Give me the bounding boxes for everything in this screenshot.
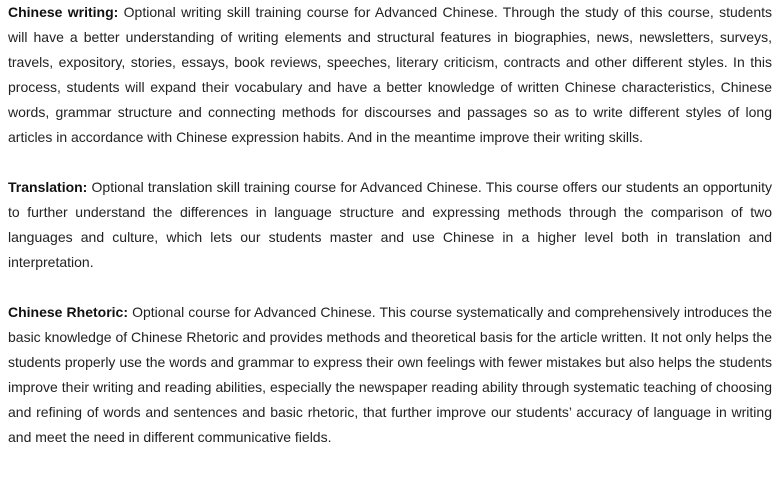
course-description: Optional writing skill training course for Advanced Chinese. Through the study of this course, students will have a better understanding of writing elements and structural features in biographies, news, newsletters, surveys, travels, expository, stories, essays, book reviews, speeches, literary criticism, contracts and other different styles. In this process, students will expand their vocabulary and have a better knowledge of written Chinese characteristics, Chinese words, grammar structure and connecting methods for discourses and passages so as to write different styles of long articles in accordance with Chinese expression habits. And in the meantime improve their writing skills. xyxy=(8,4,773,145)
course-title: Chinese writing: xyxy=(8,4,119,20)
course-title: Translation: xyxy=(8,179,88,195)
course-translation xyxy=(8,175,772,275)
course-chinese-writing xyxy=(8,0,772,150)
course-description: Optional translation skill training course for Advanced Chinese. This course offers our students an opportunity to further understand the differences in language structure and expressing methods through the comparison of two languages and culture, which lets our students master and use Chinese in a higher level both in translation and interpretation. xyxy=(8,179,772,270)
course-description: Optional course for Advanced Chinese. This course systematically and comprehensively introduces the basic knowledge of Chinese Rhetoric and provides methods and theoretical basis for the article written. It not only helps the students properly use the words and grammar to express their own feelings with fewer mistakes but also helps the students improve their writing and reading abilities, especially the newspaper reading ability through systematic teaching of choosing and refining of words and sentences and basic rhetoric, that further improve our students’ accuracy of language in writing and meet the need in different communicative fields. xyxy=(8,304,772,445)
course-chinese-rhetoric xyxy=(8,300,772,450)
course-title: Chinese Rhetoric: xyxy=(8,304,128,320)
